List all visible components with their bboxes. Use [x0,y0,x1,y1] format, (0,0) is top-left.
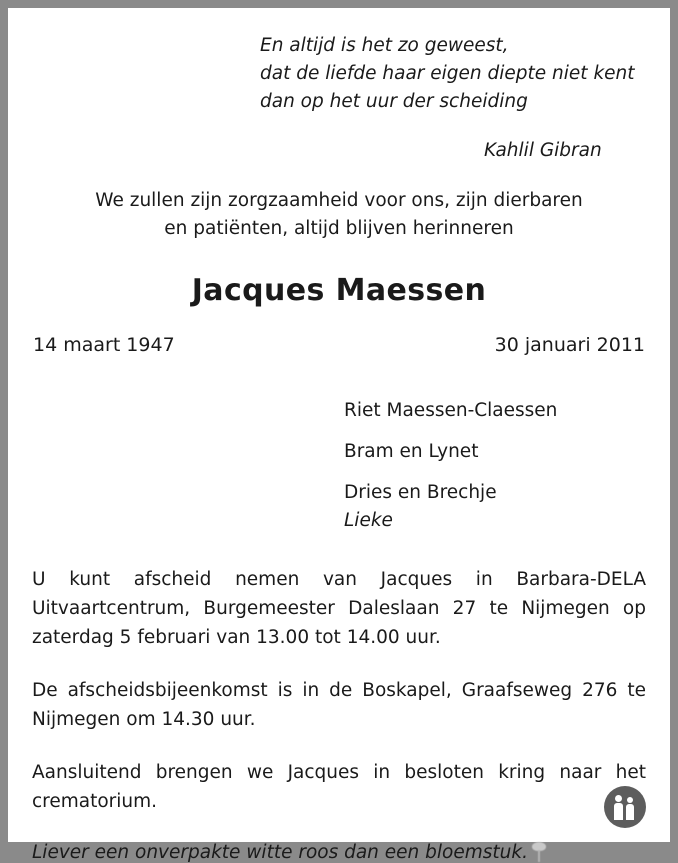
closing-note [32,842,646,863]
deceased-name: Jacques Maessen [191,273,487,308]
logo-figure-head-right [627,797,633,803]
logo-figure-body-right [626,804,634,820]
memorial-card [8,8,670,863]
family-list [32,390,646,535]
paragraph-visitation: U kunt afscheid nemen van Jacques in Barbara-DELA Uitvaartcentrum, Burgemeester Daleslaan 27 te Nijmegen op zaterdag 5 februari van 13.00 tot 14.00 uur. [32,569,646,648]
poem-author: Kahlil Gibran [484,140,602,161]
paragraph-ceremony: De afscheidsbijeenkomst is in de Boskapel, Graafseweg 276 te Nijmegen om 14.30 uur. [32,680,646,730]
poem-block [32,8,646,116]
family-member-1: Riet Maessen-Claessen [344,400,558,421]
poem-line-3: dan op het uur der scheiding [260,91,528,112]
life-dates [32,334,646,356]
birth-date: 14 maart 1947 [33,334,175,356]
death-date: 30 januari 2011 [494,334,645,356]
logo-figure-head-left [615,795,622,802]
tribute-text [32,187,646,243]
rose-icon [531,842,547,862]
poem-line-1: En altijd is het zo geweest, [260,35,509,56]
poem-line-2: dat de liefde haar eigen diepte niet kent [260,63,635,84]
family-member-3: Dries en Brechje [344,482,497,503]
funeral-home-logo-icon [604,786,646,828]
card-content [8,8,670,863]
tribute-line-2: en patiënten, altijd blijven herinneren [164,218,514,239]
family-member-4: Lieke [344,510,393,531]
paragraph-cremation: Aansluitend brengen we Jacques in besloten kring naar het crematorium. [32,762,646,812]
family-member-2: Bram en Lynet [344,441,479,462]
tribute-line-1: We zullen zijn zorgzaamheid voor ons, zijn dierbaren [95,190,583,211]
logo-figure-body-left [614,803,623,820]
closing-text: Liever een onverpakte witte roos dan een bloemstuk. [32,842,528,863]
